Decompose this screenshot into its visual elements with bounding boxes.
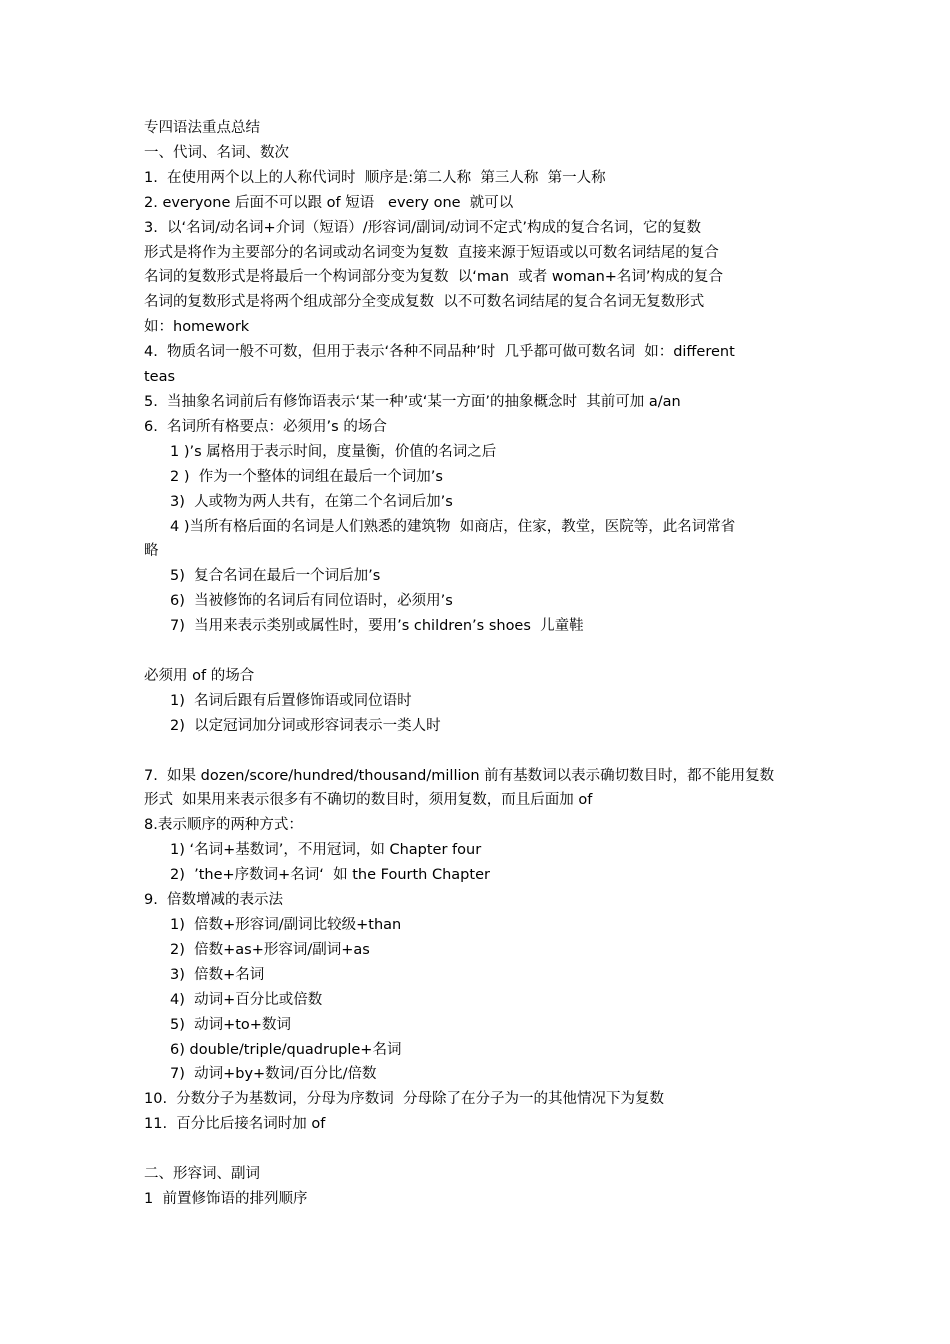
text-line: 二、形容词、副词: [144, 1166, 260, 1183]
text-line: 5) 复合名词在最后一个词后加’s: [170, 568, 381, 585]
text-line: 名词的复数形式是将两个组成部分全变成复数 以不可数名词结尾的复合名词无复数形式: [144, 294, 705, 311]
document-lines: [144, 141, 810, 1212]
text-line: 2) ’the+序数词+名词‘ 如 the Fourth Chapter: [170, 867, 490, 884]
text-line: 11. 百分比后接名词时加 of: [144, 1116, 326, 1133]
text-line: 10. 分数分子为基数词，分母为序数词 分母除了在分子为一的其他情况下为复数: [144, 1091, 664, 1108]
text-line: 8.表示顺序的两种方式：: [144, 817, 303, 834]
text-line: 1 前置修饰语的排列顺序: [144, 1190, 308, 1207]
document-body: [144, 116, 810, 1212]
text-line: 9. 倍数增减的表示法: [144, 892, 284, 909]
text-line: 7) 当用来表示类别或属性时，要用’s children’s shoes 儿童鞋: [170, 618, 584, 635]
text-line: 2. everyone 后面不可以跟 of 短语 every one 就可以: [144, 194, 514, 211]
blank-line: [144, 639, 810, 664]
text-line: 1. 在使用两个以上的人称代词时 顺序是:第二人称 第三人称 第一人称: [144, 169, 606, 186]
text-line: 一、代词、名词、数次: [144, 144, 289, 161]
text-line: 1) 倍数+形容词/副词比较级+than: [170, 916, 402, 933]
text-line: 6) 当被修饰的名词后有同位语时，必须用’s: [170, 593, 453, 610]
text-line: 必须用 of 的场合: [144, 667, 255, 684]
text-line: 形式 如果用来表示很多有不确切的数目时，须用复数，而且后面加 of: [144, 792, 593, 809]
text-line: 如：homework: [144, 319, 250, 336]
text-line: 1 )’s 属格用于表示时间，度量衡，价值的名词之后: [170, 443, 497, 460]
document-title: 专四语法重点总结: [144, 120, 260, 136]
text-line: 4. 物质名词一般不可数，但用于表示‘各种不同品种’时 几乎都可做可数名词 如：different: [144, 344, 735, 361]
text-line: 5. 当抽象名词前后有修饰语表示‘某一种’或‘某一方面’的抽象概念时 其前可加 a/an: [144, 393, 681, 410]
text-line: 4 )当所有格后面的名词是人们熟悉的建筑物 如商店，住家，教堂，医院等，此名词常省: [170, 518, 736, 535]
text-line: 1) ‘名词+基数词’，不用冠词，如 Chapter four: [170, 842, 482, 859]
text-line: 形式是将作为主要部分的名词或动名词变为复数 直接来源于短语或以可数名词结尾的复合: [144, 244, 719, 261]
text-line: 名词的复数形式是将最后一个构词部分变为复数 以‘man 或者 woman+名词’构成的复合: [144, 269, 724, 286]
text-line: 7. 如果 dozen/score/hundred/thousand/million 前有基数词以表示确切数目时，都不能用复数: [144, 767, 775, 784]
text-line: 4) 动词+百分比或倍数: [170, 991, 323, 1008]
text-line: 略: [144, 543, 159, 560]
blank-line: [144, 739, 810, 764]
blank-line: [144, 1137, 810, 1162]
text-line: 3) 倍数+名词: [170, 966, 265, 983]
text-line: 6) double/triple/quadruple+名词: [170, 1041, 402, 1058]
text-line: 2) 倍数+as+形容词/副词+as: [170, 941, 370, 958]
text-line: 6. 名词所有格要点：必须用’s 的场合: [144, 418, 387, 435]
text-line: 3. 以‘名词/动名词+介词（短语）/形容词/副词/动词不定式’构成的复合名词，它的复数: [144, 219, 701, 236]
text-line: 3) 人或物为两人共有，在第二个名词后加’s: [170, 493, 453, 510]
text-line: 5) 动词+to+数词: [170, 1016, 291, 1033]
text-line: 2) 以定冠词加分词或形容词表示一类人时: [170, 717, 441, 734]
text-line: 7) 动词+by+数词/百分比/倍数: [170, 1066, 377, 1083]
text-line: teas: [144, 369, 176, 386]
text-line: 1) 名词后跟有后置修饰语或同位语时: [170, 692, 412, 709]
text-line: 2 ) 作为一个整体的词组在最后一个词加’s: [170, 468, 443, 485]
